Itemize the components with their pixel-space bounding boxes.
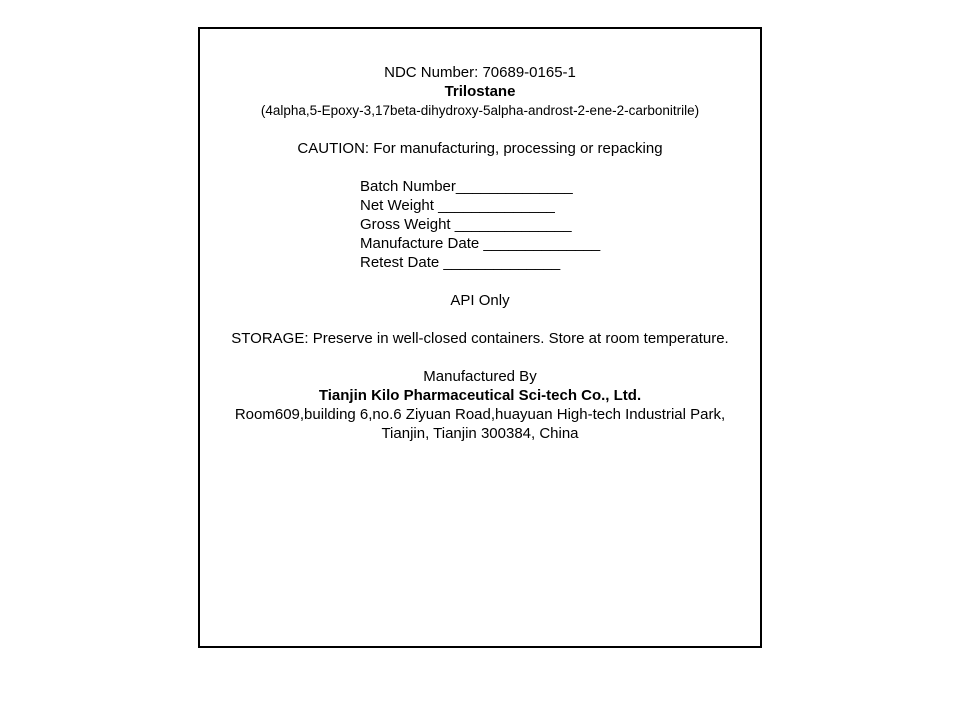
spacer xyxy=(200,120,760,139)
manufacture-date-field: Manufacture Date ______________ xyxy=(360,235,601,252)
fill-in-fields xyxy=(360,177,760,272)
storage-statement: STORAGE: Preserve in well-closed containers. Store at room temperature. xyxy=(231,330,729,347)
spacer xyxy=(200,310,760,329)
api-only-statement: API Only xyxy=(450,292,510,309)
spacer xyxy=(200,272,760,291)
manufacturer-address-line1: Room609,building 6,no.6 Ziyuan Road,huayuan High-tech Industrial Park, xyxy=(234,406,726,423)
gross-weight-field: Gross Weight ______________ xyxy=(360,216,572,233)
spacer xyxy=(200,348,760,367)
spacer xyxy=(200,158,760,177)
manufactured-by-label: Manufactured By xyxy=(423,368,537,385)
product-name: Trilostane xyxy=(444,83,516,100)
manufacturer-address-line2: Tianjin, Tianjin 300384, China xyxy=(381,425,579,442)
net-weight-field: Net Weight ______________ xyxy=(360,197,555,214)
retest-date-field: Retest Date ______________ xyxy=(360,254,561,271)
ndc-number: NDC Number: 70689-0165-1 xyxy=(384,64,576,81)
manufacturer-name: Tianjin Kilo Pharmaceutical Sci-tech Co., Ltd. xyxy=(318,387,642,404)
batch-number-field: Batch Number______________ xyxy=(360,178,573,195)
caution-statement: CAUTION: For manufacturing, processing or repacking xyxy=(297,140,663,157)
drug-label xyxy=(198,27,762,648)
chemical-name: (4alpha,5-Epoxy-3,17beta-dihydroxy-5alpha-androst-2-ene-2-carbonitrile) xyxy=(260,103,700,118)
